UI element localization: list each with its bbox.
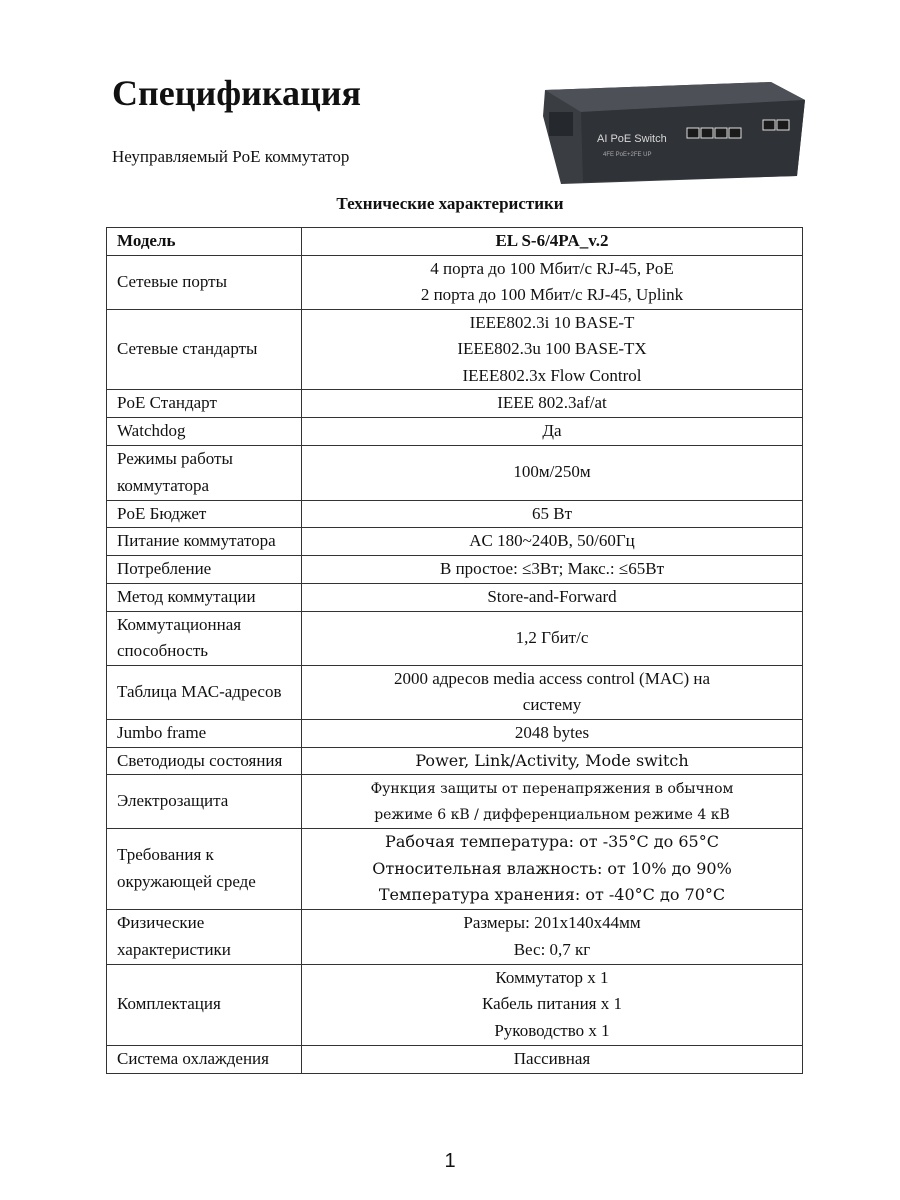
spec-value-line: 1,2 Гбит/с (515, 627, 589, 647)
spec-value (302, 611, 803, 665)
spec-label-line: Потребление (117, 558, 212, 578)
spec-label-line: Сетевые стандарты (117, 339, 258, 358)
table-row (107, 445, 803, 500)
spec-value-line: систему (522, 695, 582, 714)
spec-label (107, 528, 302, 556)
product-photo (535, 76, 807, 188)
spec-label (107, 309, 302, 390)
spec-label (107, 775, 302, 829)
spec-value (302, 309, 803, 390)
spec-value (302, 719, 803, 747)
spec-label-line: Требования к (117, 845, 214, 865)
table-row (107, 964, 803, 1045)
spec-value (302, 829, 803, 910)
table-header-row (107, 228, 803, 256)
spec-value-line: 65 Вт (531, 503, 573, 523)
table-row (107, 611, 803, 665)
spec-value-line: Кабель питания x 1 (481, 994, 622, 1014)
spec-label-line: способность (117, 641, 209, 660)
spec-value-line: 2 порта до 100 Мбит/с RJ-45, Uplink (420, 285, 684, 304)
spec-label-line: Электрозащита (117, 791, 229, 811)
spec-value (302, 665, 803, 719)
spec-label (107, 909, 302, 964)
table-row (107, 909, 803, 964)
table-row (107, 665, 803, 719)
spec-label-line: PoE Бюджет (117, 503, 207, 523)
spec-label-line: PoE Стандарт (117, 393, 217, 413)
spec-value-line: AC 180~240В, 50/60Гц (469, 531, 635, 550)
table-row (107, 1045, 803, 1073)
spec-label (107, 583, 302, 611)
spec-value (302, 500, 803, 528)
table-row (107, 747, 803, 775)
spec-label-line: Светодиоды состояния (117, 750, 283, 770)
spec-value-line: 2048 bytes (514, 722, 590, 742)
spec-value-line: 4 порта до 100 Мбит/с RJ-45, PoE (430, 258, 674, 278)
spec-label-line: окружающей среде (117, 871, 256, 891)
spec-value-line: 2000 адресов media access control (MAC) на (393, 668, 711, 688)
table-row (107, 255, 803, 309)
spec-label (107, 1045, 302, 1073)
spec-label-line: Jumbo frame (117, 722, 207, 742)
spec-table (106, 227, 803, 1074)
spec-label-line: Коммутационная (117, 614, 242, 634)
spec-value-line: Функция защиты от перенапряжения в обычном (370, 780, 734, 797)
spec-value (302, 255, 803, 309)
spec-label-line: Режимы работы (117, 449, 233, 468)
spec-label-line: Модель (117, 231, 176, 250)
spec-label-line: характеристики (117, 939, 231, 959)
spec-label (107, 390, 302, 418)
page-title: Спецификация (112, 73, 362, 113)
spec-value-line: В простое: ≤3Вт; Макс.: ≤65Вт (439, 558, 665, 578)
page-number: 1 (444, 1150, 456, 1172)
spec-value (302, 775, 803, 829)
spec-value (302, 909, 803, 964)
product-subtitle: Неуправляемый PoE коммутатор (112, 147, 350, 166)
spec-value-line: IEEE802.3i 10 BASE-T (469, 312, 635, 332)
spec-value (302, 528, 803, 556)
product-image-sublabel: 4FE PoE+2FE UP (603, 152, 652, 158)
spec-value-line: IEEE 802.3af/at (497, 393, 607, 413)
spec-label-line: Watchdog (117, 421, 186, 440)
spec-value-line: IEEE802.3x Flow Control (462, 365, 642, 385)
table-row (107, 775, 803, 829)
spec-label (107, 255, 302, 309)
spec-value-line: IEEE802.3u 100 BASE-TX (457, 339, 647, 358)
spec-label (107, 665, 302, 719)
spec-label-line: Сетевые порты (117, 271, 228, 291)
spec-value (302, 418, 803, 446)
spec-label (107, 445, 302, 500)
spec-value-line: 100м/250м (513, 462, 591, 482)
product-image-label: AI PoE Switch (597, 133, 667, 145)
spec-label (107, 500, 302, 528)
spec-value-line: Размеры: 201x140x44мм (463, 913, 641, 932)
spec-label-line: Комплектация (117, 994, 221, 1014)
table-row (107, 309, 803, 390)
spec-value-line: Относительная влажность: от 10% до 90% (372, 858, 732, 878)
spec-label-line: Питание коммутатора (117, 531, 276, 550)
spec-value-line: Коммутатор x 1 (495, 967, 609, 987)
table-row (107, 555, 803, 583)
spec-value-line: EL S-6/4PA_v.2 (495, 231, 609, 250)
table-row (107, 583, 803, 611)
spec-value-line: режиме 6 кВ / дифференциальном режиме 4 кВ (374, 806, 730, 823)
spec-value-line: Пассивная (513, 1048, 591, 1068)
spec-value (302, 583, 803, 611)
spec-value-line: Да (542, 421, 562, 440)
table-row (107, 829, 803, 910)
table-title: Технические характеристики (336, 194, 564, 213)
spec-value (302, 228, 803, 256)
spec-value (302, 747, 803, 775)
spec-label-line: коммутатора (117, 475, 210, 495)
table-row (107, 500, 803, 528)
spec-value-line: Рабочая температура: от -35°C до 65°C (385, 832, 719, 851)
spec-value-line: Температура хранения: от -40°C до 70°C (378, 885, 726, 904)
spec-label (107, 555, 302, 583)
spec-value (302, 1045, 803, 1073)
spec-value (302, 445, 803, 500)
table-row (107, 390, 803, 418)
spec-value (302, 390, 803, 418)
spec-label (107, 719, 302, 747)
spec-value (302, 555, 803, 583)
spec-value (302, 964, 803, 1045)
spec-value-line: Вес: 0,7 кг (513, 939, 591, 959)
spec-label (107, 228, 302, 256)
spec-label-line: Метод коммутации (117, 586, 256, 606)
table-row (107, 528, 803, 556)
spec-label-line: Система охлаждения (117, 1048, 269, 1068)
spec-label (107, 611, 302, 665)
spec-label-line: Таблица МАС-адресов (117, 681, 282, 701)
table-row (107, 418, 803, 446)
spec-label (107, 829, 302, 910)
spec-label-line: Физические (117, 913, 205, 932)
spec-value-line: Руководство x 1 (494, 1020, 610, 1040)
spec-label (107, 964, 302, 1045)
spec-value-line: Power, Link/Activity, Mode switch (415, 750, 689, 770)
table-row (107, 719, 803, 747)
spec-value-line: Store-and-Forward (487, 586, 617, 606)
spec-label (107, 747, 302, 775)
spec-label (107, 418, 302, 446)
